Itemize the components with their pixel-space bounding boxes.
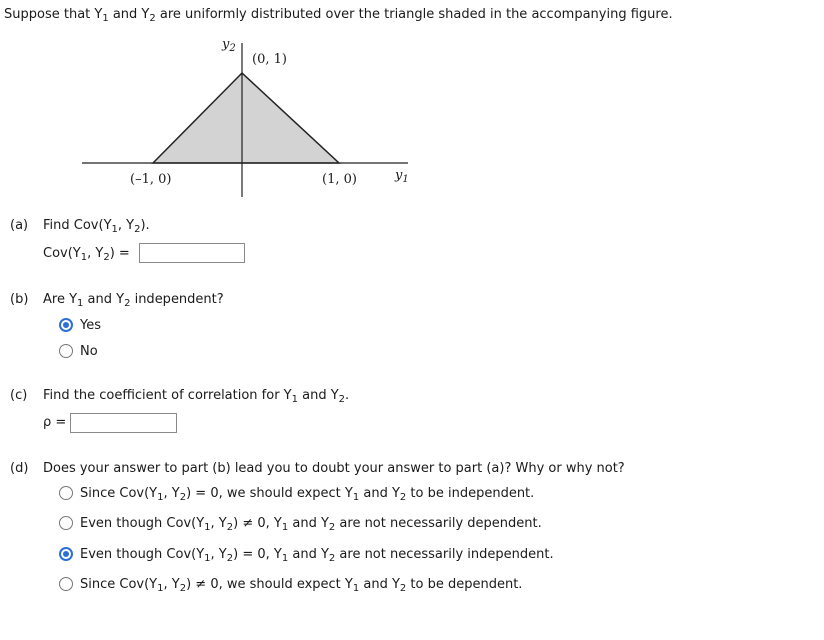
part-c-question: Find the coefficient of correlation for $Y_1$ and $Y_2$. [43, 388, 350, 405]
radio-option-4[interactable] [59, 577, 73, 591]
option-yes-label: Yes [80, 318, 101, 333]
problem-intro: Suppose that $Y_1$ and $Y_2$ are uniformly distributed over the triangle shaded in the accompanying figure. [4, 7, 673, 24]
point-label-left: (–1, 0) [130, 172, 172, 187]
part-c-label: (c) [10, 388, 28, 403]
shaded-triangle [153, 73, 339, 163]
option-1-label: Since $Cov(Y_1$, $Y_2) = 0$, we should expect $Y_1$ and $Y_2$ to be independent. [80, 486, 535, 503]
point-label-right: (1, 0) [322, 172, 357, 187]
part-d-question: Does your answer to part (b) lead you to doubt your answer to part (a)? Why or why not? [43, 461, 625, 476]
radio-option-1[interactable] [59, 486, 73, 500]
option-4-label: Since $Cov(Y_1$, $Y_2) \ne 0$, we should expect $Y_1$ and $Y_2$ to be dependent. [80, 577, 523, 594]
triangle-plot [0, 0, 824, 210]
radio-yes[interactable] [59, 318, 73, 332]
point-label-top: (0, 1) [252, 52, 287, 67]
y-axis-label: $y_2$ [222, 37, 236, 54]
radio-option-3[interactable] [59, 547, 73, 561]
radio-option-2[interactable] [59, 516, 73, 530]
triangle-figure [0, 0, 824, 210]
cov-answer-label: $Cov(Y_1$, $Y_2$) = [43, 246, 130, 263]
rho-label: ρ = [43, 415, 67, 430]
part-d-label: (d) [10, 461, 29, 476]
part-b-label: (b) [10, 292, 29, 307]
part-b-question: Are $Y_1$ and $Y_2$ independent? [43, 292, 224, 309]
part-a-label: (a) [10, 218, 29, 233]
x-axis-label: $y_1$ [395, 168, 409, 185]
rho-answer-input[interactable] [70, 413, 177, 433]
radio-no[interactable] [59, 344, 73, 358]
cov-answer-input[interactable] [139, 243, 245, 263]
option-no-label: No [80, 344, 98, 359]
part-a-question: Find $Cov(Y_1$, $Y_2$). [43, 218, 150, 235]
option-3-label: Even though $Cov(Y_1$, $Y_2) = 0$, $Y_1$ and $Y_2$ are not necessarily independent. [80, 547, 554, 564]
option-2-label: Even though $Cov(Y_1$, $Y_2) \ne 0$, $Y_1$ and $Y_2$ are not necessarily dependent. [80, 516, 542, 533]
